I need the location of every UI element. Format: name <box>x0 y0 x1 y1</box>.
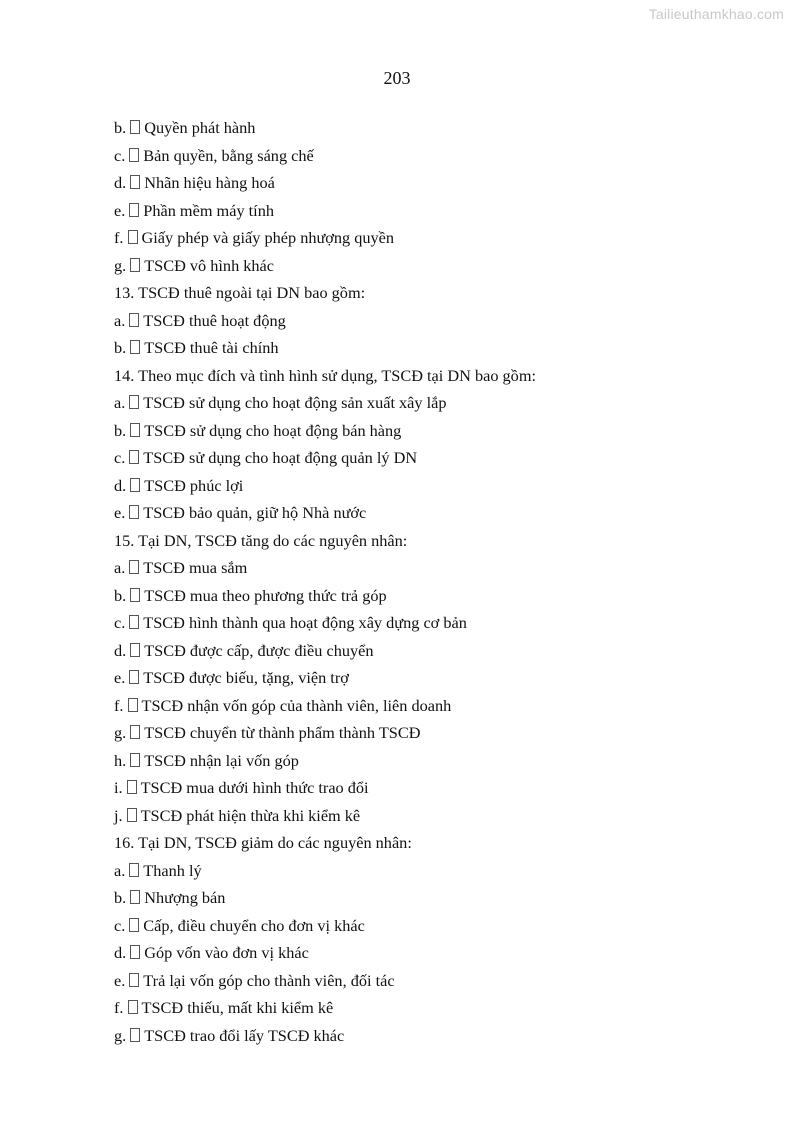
option-item <box>114 747 734 775</box>
option-item <box>114 774 734 802</box>
option-item <box>114 417 734 445</box>
option-text: TSCĐ chuyển từ thành phẩm thành TSCĐ <box>144 723 421 742</box>
checkbox[interactable] <box>129 450 139 464</box>
checkbox[interactable] <box>129 203 139 217</box>
option-item <box>114 719 734 747</box>
option-text: Giấy phép và giấy phép nhượng quyền <box>141 228 395 247</box>
option-text: Quyền phát hành <box>144 118 256 137</box>
option-text: TSCĐ phát hiện thừa khi kiểm kê <box>140 805 361 825</box>
checkbox[interactable] <box>130 1028 140 1042</box>
option-text: TSCĐ nhận lại vốn góp <box>144 750 299 770</box>
option-text: Thanh lý <box>143 860 202 880</box>
option-item <box>114 169 734 197</box>
option-letter: f. <box>114 695 124 715</box>
option-text: TSCĐ mua dưới hình thức trao đổi <box>140 778 369 797</box>
option-text: Nhượng bán <box>144 888 226 907</box>
checkbox[interactable] <box>128 698 138 712</box>
option-item <box>114 884 734 912</box>
option-text: TSCĐ sử dụng cho hoạt động bán hàng <box>144 420 402 440</box>
option-item <box>114 307 734 335</box>
option-item <box>114 389 734 417</box>
checkbox[interactable] <box>129 615 139 629</box>
option-text: Phần mềm máy tính <box>143 200 274 220</box>
option-item <box>114 967 734 995</box>
option-item <box>114 1022 734 1050</box>
option-letter: b. <box>114 888 127 907</box>
option-letter: c. <box>114 448 126 467</box>
checkbox[interactable] <box>129 670 139 684</box>
option-text: TSCĐ nhận vốn góp của thành viên, liên doanh <box>141 695 452 715</box>
option-letter: d. <box>114 640 127 660</box>
question-heading <box>114 527 734 555</box>
checkbox[interactable] <box>130 725 140 739</box>
option-text: TSCĐ mua theo phương thức trả góp <box>144 585 387 605</box>
option-text: TSCĐ vô hình khác <box>144 255 275 275</box>
question-text: 15. Tại DN, TSCĐ tăng do các nguyên nhân: <box>114 530 408 550</box>
option-text: TSCĐ sử dụng cho hoạt động quản lý DN <box>143 448 418 467</box>
checkbox[interactable] <box>130 643 140 657</box>
checkbox[interactable] <box>129 148 139 162</box>
option-item <box>114 224 734 252</box>
checkbox[interactable] <box>129 313 139 327</box>
checkbox[interactable] <box>130 753 140 767</box>
option-item <box>114 609 734 637</box>
watermark: Tailieuthamkhao.com <box>648 6 784 22</box>
option-item <box>114 912 734 940</box>
option-letter: e. <box>114 503 126 522</box>
option-text: TSCĐ mua sắm <box>143 558 248 577</box>
option-text: Nhãn hiệu hàng hoá <box>144 173 275 192</box>
question-text: 16. Tại DN, TSCĐ giảm do các nguyên nhân: <box>114 833 412 852</box>
checkbox[interactable] <box>129 505 139 519</box>
option-letter: b. <box>114 585 127 605</box>
option-letter: h. <box>114 750 127 770</box>
checkbox[interactable] <box>130 588 140 602</box>
option-letter: b. <box>114 420 127 440</box>
checkbox[interactable] <box>130 340 140 354</box>
option-letter: d. <box>114 475 127 495</box>
checkbox[interactable] <box>130 945 140 959</box>
checkbox[interactable] <box>130 175 140 189</box>
option-item <box>114 252 734 280</box>
question-heading <box>114 362 734 390</box>
option-letter: e. <box>114 200 126 220</box>
checkbox[interactable] <box>130 423 140 437</box>
option-text: Góp vốn vào đơn vị khác <box>144 943 309 962</box>
option-item <box>114 692 734 720</box>
checkbox[interactable] <box>130 478 140 492</box>
option-item <box>114 582 734 610</box>
checkbox[interactable] <box>129 863 139 877</box>
option-text: TSCĐ được biếu, tặng, viện trợ <box>143 668 349 687</box>
option-letter: g. <box>114 1025 127 1045</box>
option-text: TSCĐ được cấp, được điều chuyển <box>144 640 374 660</box>
option-letter: d. <box>114 173 127 192</box>
option-letter: a. <box>114 860 126 880</box>
question-text: 13. TSCĐ thuê ngoài tại DN bao gồm: <box>114 283 366 302</box>
option-text: Cấp, điều chuyển cho đơn vị khác <box>143 915 365 935</box>
checkbox[interactable] <box>130 890 140 904</box>
checkbox[interactable] <box>129 560 139 574</box>
option-item <box>114 499 734 527</box>
option-text: TSCĐ thuê hoạt động <box>143 310 286 330</box>
option-item <box>114 637 734 665</box>
option-text: TSCĐ sử dụng cho hoạt động sản xuất xây lắp <box>143 393 447 412</box>
option-item <box>114 802 734 830</box>
option-letter: e. <box>114 970 126 990</box>
option-text: Trả lại vốn góp cho thành viên, đối tác <box>143 970 395 990</box>
option-item <box>114 114 734 142</box>
option-text: TSCĐ thuê tài chính <box>144 338 279 357</box>
option-letter: c. <box>114 613 126 632</box>
option-item <box>114 334 734 362</box>
checkbox[interactable] <box>128 1000 138 1014</box>
question-heading <box>114 279 734 307</box>
option-letter: g. <box>114 723 127 742</box>
option-letter: a. <box>114 393 126 412</box>
option-item <box>114 994 734 1022</box>
checkbox[interactable] <box>127 808 137 822</box>
option-text: TSCĐ phúc lợi <box>144 475 244 495</box>
option-letter: g. <box>114 255 127 275</box>
option-item <box>114 664 734 692</box>
option-letter: b. <box>114 338 127 357</box>
document-body <box>114 114 734 1049</box>
question-heading <box>114 829 734 857</box>
option-letter: a. <box>114 310 126 330</box>
option-letter: b. <box>114 118 127 137</box>
option-letter: j. <box>114 805 123 825</box>
checkbox[interactable] <box>130 120 140 134</box>
question-text: 14. Theo mục đích và tình hình sử dụng, TSCĐ tại DN bao gồm: <box>114 365 537 385</box>
option-text: TSCĐ thiếu, mất khi kiểm kê <box>141 998 334 1017</box>
checkbox[interactable] <box>128 230 138 244</box>
checkbox[interactable] <box>127 780 137 794</box>
option-letter: i. <box>114 778 123 797</box>
option-item <box>114 142 734 170</box>
option-text: Bản quyền, bằng sáng chế <box>143 145 314 165</box>
option-letter: d. <box>114 943 127 962</box>
checkbox[interactable] <box>129 973 139 987</box>
option-item <box>114 472 734 500</box>
option-item <box>114 857 734 885</box>
checkbox[interactable] <box>129 395 139 409</box>
option-item <box>114 554 734 582</box>
checkbox[interactable] <box>129 918 139 932</box>
option-letter: c. <box>114 145 126 165</box>
option-letter: f. <box>114 228 124 247</box>
checkbox[interactable] <box>130 258 140 272</box>
option-letter: e. <box>114 668 126 687</box>
option-item <box>114 444 734 472</box>
option-text: TSCĐ bảo quản, giữ hộ Nhà nước <box>143 503 367 522</box>
option-item <box>114 197 734 225</box>
option-text: TSCĐ trao đổi lấy TSCĐ khác <box>144 1025 345 1045</box>
option-letter: c. <box>114 915 126 935</box>
option-letter: f. <box>114 998 124 1017</box>
option-item <box>114 939 734 967</box>
page-number: 203 <box>383 68 411 88</box>
option-letter: a. <box>114 558 126 577</box>
option-text: TSCĐ hình thành qua hoạt động xây dựng cơ bản <box>143 613 467 632</box>
